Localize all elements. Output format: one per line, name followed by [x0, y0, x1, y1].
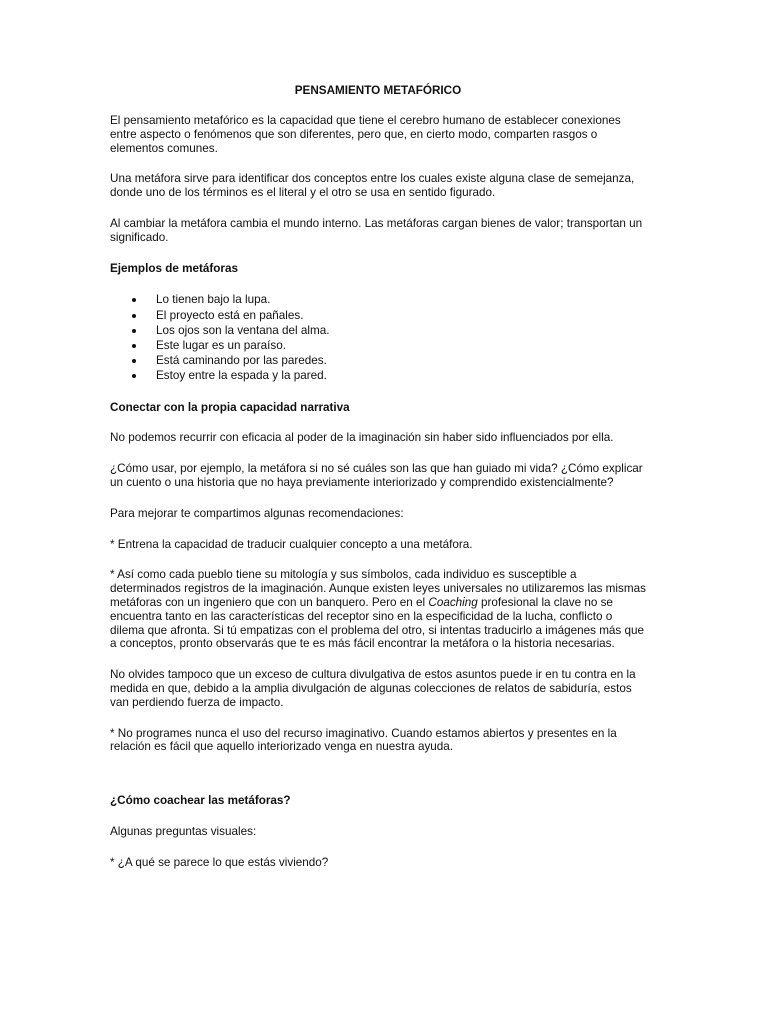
- narrative-paragraph-1: No podemos recurrir con eficacia al poder de la imaginación sin haber sido influenciados por ella.: [110, 431, 614, 445]
- paragraph-text: * Así como cada pueblo tiene su mitología y sus símbolos, cada individuo es susceptible a determinados registros de la imaginación. Aunque existen leyes universales no utilizaremos las mismas metáforas con un ingeniero que con un banquero. Pero en el: [110, 568, 646, 609]
- coaching-paragraph-2: * ¿A qué se parece lo que estás viviendo?: [110, 855, 329, 869]
- intro-paragraph-2: Una metáfora sirve para identificar dos conceptos entre los cuales existe alguna clase de semejanza, donde uno de los términos es el literal y el otro se usa en sentido figurado.: [110, 172, 635, 200]
- list-item: Estoy entre la espada y la pared.: [110, 368, 646, 383]
- narrative-paragraph-5: [110, 568, 646, 651]
- narrative-paragraph-3: Para mejorar te compartimos algunas recomendaciones:: [110, 506, 404, 520]
- coaching-paragraph-1: Algunas preguntas visuales:: [110, 824, 257, 838]
- coaching-italic-term: Coaching: [428, 595, 478, 609]
- examples-heading: Ejemplos de metáforas: [110, 261, 238, 275]
- paragraph-text: profesional la clave no se encuentra tanto en las características del receptor sino en la especificidad de la lucha, conflicto o dilema que afronta. Si tú empatizas con el problema del otro, si intentas traducirlo a imágenes más que a conceptos, pronto observarás que te es más fácil encontrar la metáfora o la historia necesarias.: [110, 595, 645, 651]
- narrative-paragraph-2: ¿Cómo usar, por ejemplo, la metáfora si no sé cuáles son las que han guiado mi vida? ¿Cómo explicar un cuento o una historia que no haya previamente interiorizado y comprendido existencialmente?: [110, 462, 643, 489]
- examples-list: [110, 292, 646, 383]
- coaching-heading: ¿Cómo coachear las metáforas?: [110, 794, 291, 808]
- narrative-paragraph-6: No olvides tampoco que un exceso de cultura divulgativa de estos asuntos puede ir en tu contra en la medida en que, debido a la amplia divulgación de algunas colecciones de relatos de sabiduría, estos van perdiendo fuerza de impacto.: [110, 668, 636, 709]
- document-title: PENSAMIENTO METAFÓRICO: [294, 84, 462, 97]
- narrative-paragraph-7: * No programes nunca el uso del recurso imaginativo. Cuando estamos abiertos y presentes en la relación es fácil que aquello interiorizado venga en nuestra ayuda.: [110, 726, 617, 754]
- narrative-heading: Conectar con la propia capacidad narrativa: [110, 400, 350, 414]
- intro-paragraph-3: Al cambiar la metáfora cambia el mundo interno. Las metáforas cargan bienes de valor; transportan un significado.: [110, 216, 643, 244]
- list-item: Lo tienen bajo la lupa.: [110, 292, 646, 307]
- document-body: [110, 84, 646, 887]
- spacer: [110, 771, 646, 794]
- list-item: Está caminando por las paredes.: [110, 353, 646, 368]
- list-item: Los ojos son la ventana del alma.: [110, 323, 646, 338]
- list-item: El proyecto está en pañales.: [110, 308, 646, 323]
- list-item: Este lugar es un paraíso.: [110, 338, 646, 353]
- narrative-paragraph-4: * Entrena la capacidad de traducir cualquier concepto a una metáfora.: [110, 537, 473, 551]
- intro-paragraph-1: El pensamiento metafórico es la capacidad que tiene el cerebro humano de establecer conexiones entre aspecto o fenómenos que son diferentes, pero que, en cierto modo, comparten rasgos o elementos comunes.: [110, 114, 621, 155]
